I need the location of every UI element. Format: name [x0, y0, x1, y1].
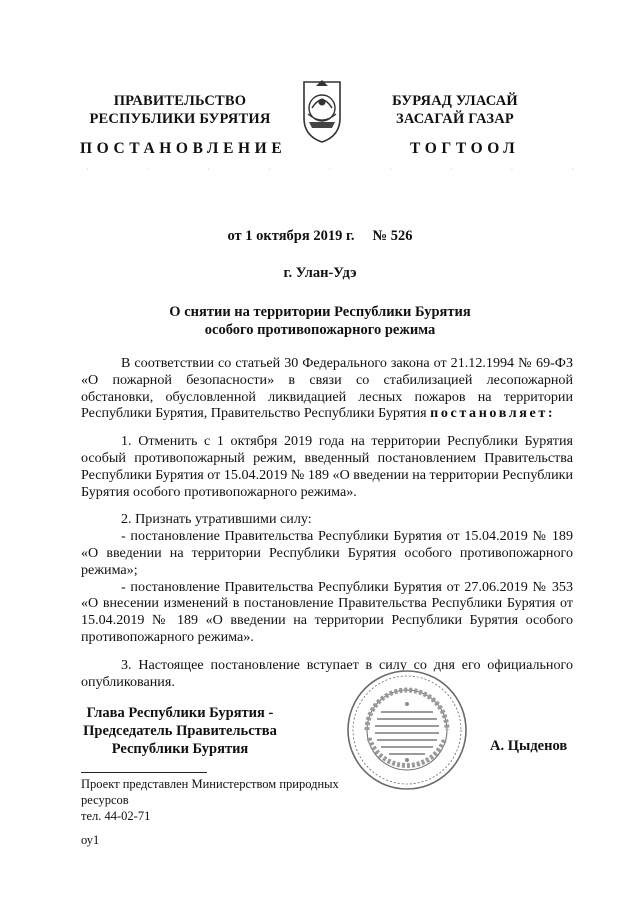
- decree-title-line2: особого противопожарного режима: [204, 322, 436, 338]
- decree-label-buryat: ТОГТООЛ: [410, 140, 520, 157]
- government-name-line1: ПРАВИТЕЛЬСТВО: [113, 93, 247, 109]
- signatory-name: А. Цыденов: [490, 738, 568, 754]
- item-3-paragraph: 3. Настоящее постановление вступает в силу со дня его официального опубликования.: [81, 656, 573, 690]
- decree-date: от 1 октября 2019 г.: [227, 228, 355, 244]
- preamble-text: В соответствии со статьей 30 Федерального закона от 21.12.1994 № 69-ФЗ «О пожарной безопасности» в связи со стабилизацией лесопожарной обстановки, обусловленной ликвидацией лесных пожаров на территории Республики Бурятия, Правительство Республики Бурятия: [81, 355, 573, 422]
- signatory-title-line3: Республики Бурятия: [111, 741, 249, 757]
- decree-body: [81, 355, 573, 690]
- document-code: оу1: [81, 833, 100, 847]
- item-2a-paragraph: - постановление Правительства Республики Бурятия от 15.04.2019 № 189 «О введении на территории Республики Бурятия особого противопожарного режима»;: [81, 528, 573, 578]
- official-seal-icon: [345, 668, 469, 792]
- footnote-line2: ресурсов: [81, 793, 129, 807]
- coat-of-arms-icon: [298, 78, 346, 144]
- footnote-line1: Проект представлен Министерством природных: [81, 777, 339, 791]
- government-name-russian: [80, 92, 280, 128]
- preamble-resolution-word: постановляет:: [430, 405, 556, 422]
- government-name-buryat-line2: ЗАСАГАЙ ГАЗАР: [396, 111, 514, 127]
- decree-title-line1: О снятии на территории Республики Бурятия: [169, 304, 471, 320]
- decree-label-russian: ПОСТАНОВЛЕНИЕ: [80, 140, 287, 157]
- decree-city: г. Улан-Удэ: [283, 265, 357, 281]
- item-2b-paragraph: - постановление Правительства Республики Бурятия от 27.06.2019 № 353 «О внесении изменений в постановление Правительства Республики Бурятия от 15.04.2019 № 189 «О введении на территории Республики Бурятия особого противопожарного режима».: [81, 578, 573, 645]
- government-name-line2: РЕСПУБЛИКИ БУРЯТИЯ: [89, 111, 271, 127]
- footnote-phone: тел. 44-02-71: [81, 809, 151, 823]
- decree-number: № 526: [372, 228, 413, 244]
- decree-title: [0, 303, 640, 339]
- item-2-paragraph: 2. Признать утратившими силу:: [121, 511, 312, 528]
- government-name-buryat-line1: БУРЯАД УЛАСАЙ: [392, 93, 518, 109]
- signatory-title-line2: Председатель Правительства: [83, 723, 277, 739]
- signatory-title: [80, 704, 280, 758]
- government-name-buryat: [370, 92, 540, 128]
- decree-date-line: [0, 228, 640, 245]
- footnote-divider: [81, 772, 207, 773]
- item-1-paragraph: 1. Отменить с 1 октября 2019 года на территории Республики Бурятия особый противопожарный режим, введенный постановлением Правительства Республики Бурятия от 15.04.2019 № 189 «О введении на территории Республики Бурятия особого противопожарного режима».: [81, 433, 573, 500]
- signatory-title-line1: Глава Республики Бурятия -: [86, 705, 274, 721]
- preamble-paragraph: [81, 355, 573, 422]
- footnote: [81, 776, 381, 824]
- header-separator-dots: ·········: [86, 165, 632, 174]
